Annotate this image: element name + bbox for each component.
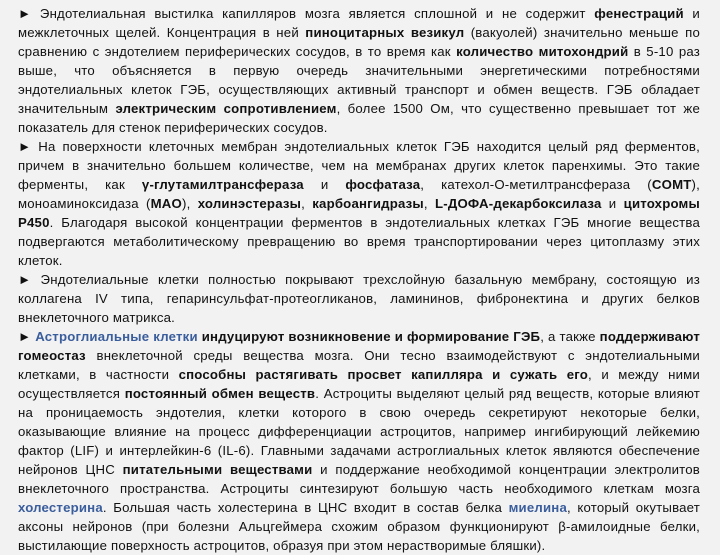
bold-term: электрическим сопротивлением — [115, 101, 337, 116]
text-run: ► Эндотелиальная выстилка капилляров мозга является сплошной и не содержит — [18, 6, 595, 21]
paragraph-basal-membrane — [18, 270, 700, 327]
text-run: и — [303, 177, 346, 192]
highlighted-term: Астроглиальные клетки — [35, 329, 198, 344]
bold-term: питательными веществами — [122, 462, 313, 477]
bold-term: карбоангидразы — [312, 196, 424, 211]
text-run: , который окутывает аксоны нейронов (при болезни Альцгеймера схожим образом функционируют β-амилоидные белки, выстилающие поверхность астроцитов, образуя при этом нерастворимые бляшки). — [18, 500, 700, 553]
text-run: (вакуолей) значительно меньше по сравнению с эндотелием периферических сосудов, в то время как — [18, 25, 700, 59]
text-run: , — [423, 196, 436, 211]
text-run: , а также — [540, 329, 600, 344]
bold-term: цитохромы P450 — [18, 196, 700, 230]
bold-term: индуцируют возникновение и формирование ГЭБ — [201, 329, 541, 344]
text-run: , катехол-О-метилтрансфераза ( — [420, 177, 652, 192]
text-run: и — [601, 196, 624, 211]
paragraph-enzymes — [18, 137, 700, 270]
text-run: , более 1500 Ом, что существенно превышает тот же показатель для стенок периферических сосудов. — [18, 101, 700, 135]
bold-term: фенестраций — [594, 6, 684, 21]
bold-term: L-ДОФА-декарбоксилаза — [435, 196, 602, 211]
paragraph-endothelium — [18, 4, 700, 137]
text-run: . Благодаря высокой концентрации ферментов в эндотелиальных клетках ГЭБ многие вещества подвергаются метаболитическому превращению во время транспортировании через цитоплазму этих клеток. — [18, 215, 700, 268]
text-run: внеклеточной среды вещества мозга. Они тесно взаимодействуют с эндотелиальными клетками, в частности — [18, 348, 700, 382]
bold-term: COMT — [651, 177, 692, 192]
bold-term: MAO — [150, 196, 182, 211]
text-run: ), — [181, 196, 198, 211]
highlighted-term: холестерина — [18, 500, 103, 515]
bold-term: пиноцитарных везикул — [305, 25, 465, 40]
text-run: ► — [18, 329, 36, 344]
bold-term: поддерживают гомеостаз — [18, 329, 700, 363]
bold-term: фосфатаза — [345, 177, 421, 192]
bold-term: холинэстеразы — [197, 196, 302, 211]
text-run: в 5-10 раз выше, что объясняется в первую очередь значительными энергетическими потребностями эндотелиальных клеток ГЭБ, осуществляющих активный транспорт и обмен веществ. ГЭБ обладает значительным — [18, 44, 700, 116]
text-run: . Большая часть холестерина в ЦНС входит в состав белка — [102, 500, 509, 515]
bold-term: γ-глутамилтрансфераза — [141, 177, 304, 192]
text-run: . Астроциты выделяют целый ряд веществ, которые влияют на проницаемость эндотелия, клетки которого в свою очередь секретируют некоторые белки, оказывающие влияние на процесс дифференциации астроцитов, например ингибирующий лейкемию фактор (LIF) и интерлейкин-6 (IL-6). Главными задачами астроглиальных клеток являются обеспечение нейронов ЦНС — [18, 386, 700, 477]
bold-term: количество митохондрий — [456, 44, 629, 59]
text-run: , — [301, 196, 313, 211]
bold-term: постоянный обмен веществ — [124, 386, 316, 401]
text-run: ), моноаминоксидаза ( — [18, 177, 700, 211]
text-run: ► Эндотелиальные клетки полностью покрывают трехслойную базальную мембрану, состоящую из коллагена IV типа, гепаринсульфат-протеогликанов, ламининов, фибронектина и других белков внеклеточного матрикса. — [18, 272, 700, 325]
highlighted-term: миелина — [508, 500, 567, 515]
text-run: , и между ними осуществляется — [18, 367, 700, 401]
text-run: и поддержание необходимой концентрации электролитов внеклеточного пространства. Астроциты синтезируют большую часть необходимого клеткам мозга — [18, 462, 700, 496]
bold-term: способны растягивать просвет капилляра и сужать его — [178, 367, 589, 382]
text-run: и межклеточных щелей. Концентрация в ней — [18, 6, 700, 40]
paragraph-astroglia — [18, 327, 700, 555]
text-run: ► На поверхности клеточных мембран эндотелиальных клеток ГЭБ находится целый ряд ферментов, причем в значительно большем количестве, чем на мембранах других клеток паренхимы. Это такие ферменты, как — [18, 139, 700, 192]
